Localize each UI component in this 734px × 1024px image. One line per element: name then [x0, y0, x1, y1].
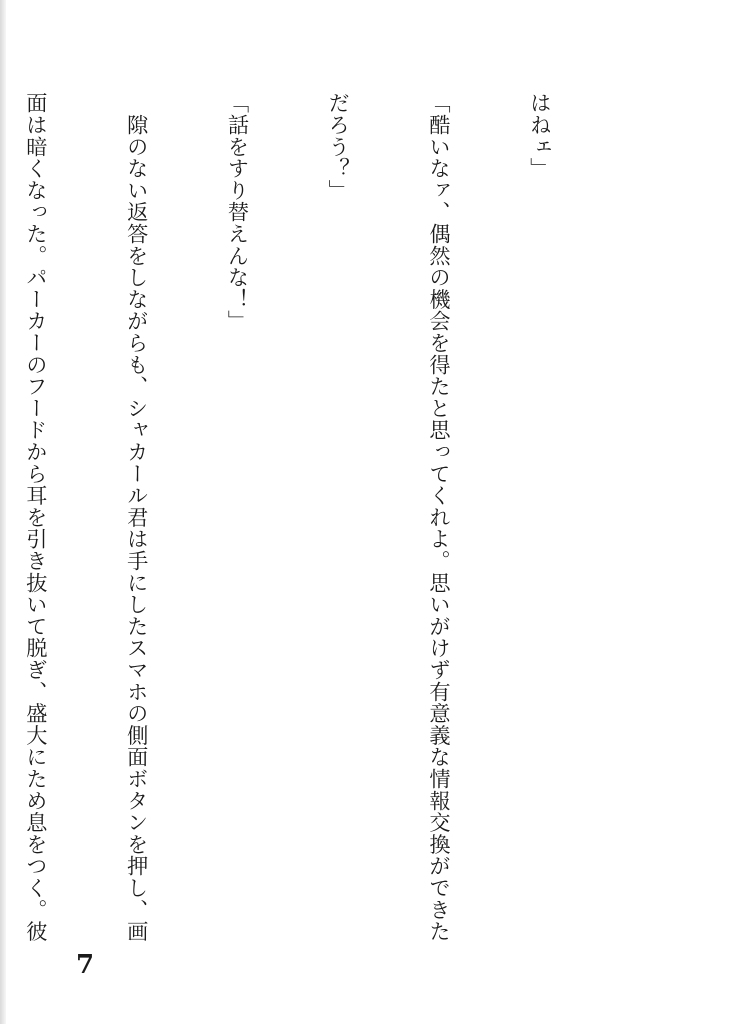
text-line: はねェ」	[527, 92, 553, 180]
body-text	[0, 92, 624, 952]
text-line: 隙のない返答をしながらも、シャカール君は手にしたスマホの側面ボタンを押し、画	[124, 92, 150, 943]
text-line: 「酷いなァ、偶然の機会を得たと思ってくれよ。思いがけず有意義な情報交換ができた	[427, 92, 453, 943]
page-number: 7	[76, 950, 95, 980]
text-line: だろう？」	[326, 92, 352, 201]
text-line: 面は暗くなった。パーカーのフードから耳を引き抜いて脱ぎ、盛大にため息をつく。彼	[23, 92, 49, 943]
text-line: 「話をすり替えんな！」	[225, 92, 251, 332]
